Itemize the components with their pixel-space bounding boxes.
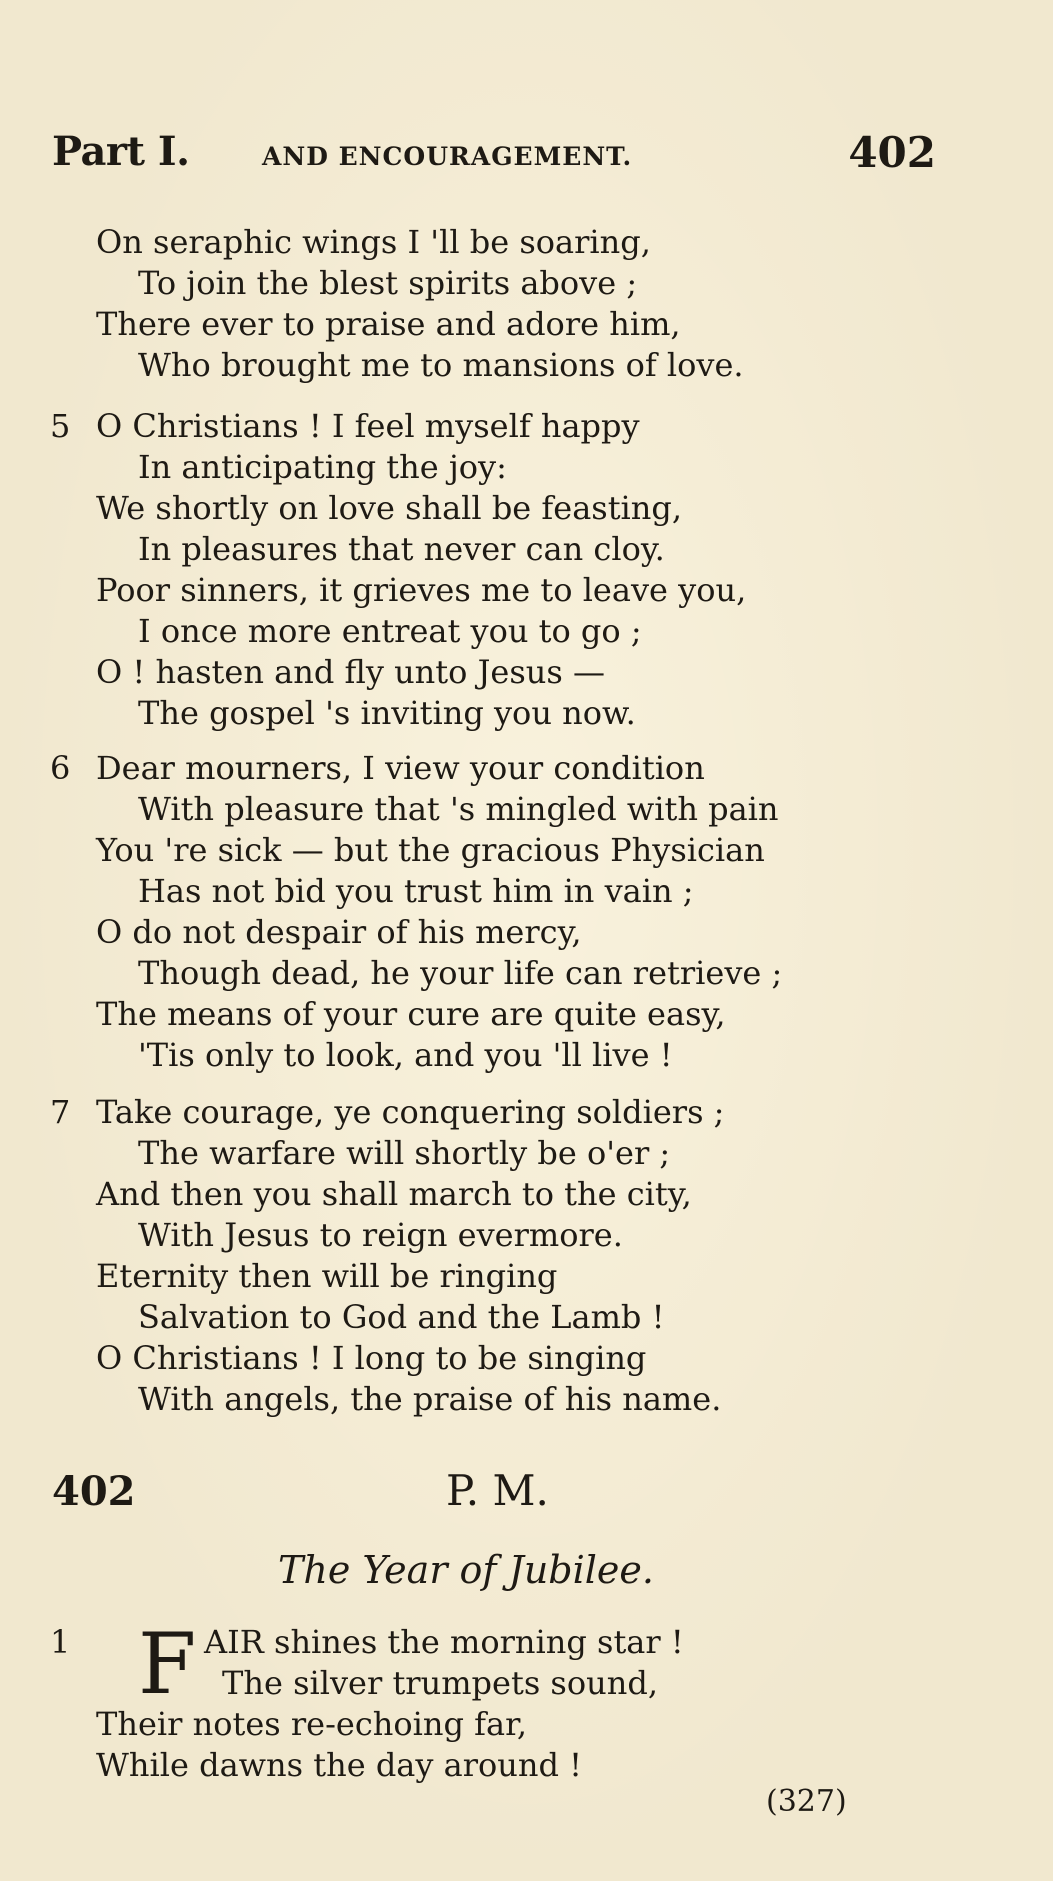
verse-line: Salvation to God and the Lamb ! — [138, 1298, 665, 1336]
verse-number: 1 — [50, 1623, 71, 1661]
part-label: Part I. — [52, 128, 190, 175]
verse-line: Has not bid you trust him in vain ; — [138, 872, 694, 910]
verse-line: In anticipating the joy: — [138, 448, 507, 486]
drop-cap: F — [138, 1615, 197, 1713]
verse-line: You 're sick — but the gracious Physician — [96, 831, 765, 869]
verse-line: There ever to praise and adore him, — [96, 305, 681, 343]
verse-line: With angels, the praise of his name. — [138, 1380, 722, 1418]
verse-line: We shortly on love shall be feasting, — [96, 489, 683, 527]
verse-line: In pleasures that never can cloy. — [138, 530, 665, 568]
verse-line: The gospel 's inviting you now. — [138, 694, 636, 732]
verse-line: AIR shines the morning star ! — [204, 1623, 684, 1661]
verse-line: With pleasure that 's mingled with pain — [138, 790, 779, 828]
verse-number: 7 — [50, 1093, 71, 1131]
verse-line: Though dead, he your life can retrieve ; — [138, 954, 783, 992]
verse-line: Poor sinners, it grieves me to leave you, — [96, 571, 747, 609]
hymn-title: The Year of Jubilee. — [278, 1548, 654, 1592]
signature-mark: (327) — [766, 1784, 847, 1819]
verse-line: And then you shall march to the city, — [96, 1175, 692, 1213]
verse-line: Who brought me to mansions of love. — [138, 346, 744, 384]
hymn-meter: P. M. — [446, 1466, 549, 1515]
verse-line: The warfare will shortly be o'er ; — [138, 1134, 671, 1172]
verse-line: Eternity then will be ringing — [96, 1257, 558, 1295]
verse-line: Their notes re-echoing far, — [96, 1705, 528, 1743]
hymn-number: 402 — [52, 1468, 136, 1515]
verse-line: O do not despair of his mercy, — [96, 913, 582, 951]
verse-line: O ! hasten and fly unto Jesus — — [96, 653, 605, 691]
verse-line: Take courage, ye conquering soldiers ; — [96, 1093, 725, 1131]
verse-line: I once more entreat you to go ; — [138, 612, 642, 650]
verse-line: While dawns the day around ! — [96, 1746, 582, 1784]
verse-line: To join the blest spirits above ; — [138, 264, 638, 302]
verse-line: On seraphic wings I 'll be soaring, — [96, 223, 651, 261]
verse-line: 'Tis only to look, and you 'll live ! — [138, 1036, 673, 1074]
running-title: AND ENCOURAGEMENT. — [262, 142, 633, 171]
verse-number: 5 — [50, 407, 71, 445]
verse-line: Dear mourners, I view your condition — [96, 749, 705, 787]
page-number: 402 — [848, 128, 936, 177]
verse-line: With Jesus to reign evermore. — [138, 1216, 623, 1254]
verse-line: O Christians ! I long to be singing — [96, 1339, 647, 1377]
running-header — [52, 128, 942, 188]
verse-line: The silver trumpets sound, — [222, 1664, 658, 1702]
verse-line: O Christians ! I feel myself happy — [96, 407, 640, 445]
verse-number: 6 — [50, 749, 71, 787]
verse-line: The means of your cure are quite easy, — [96, 995, 726, 1033]
